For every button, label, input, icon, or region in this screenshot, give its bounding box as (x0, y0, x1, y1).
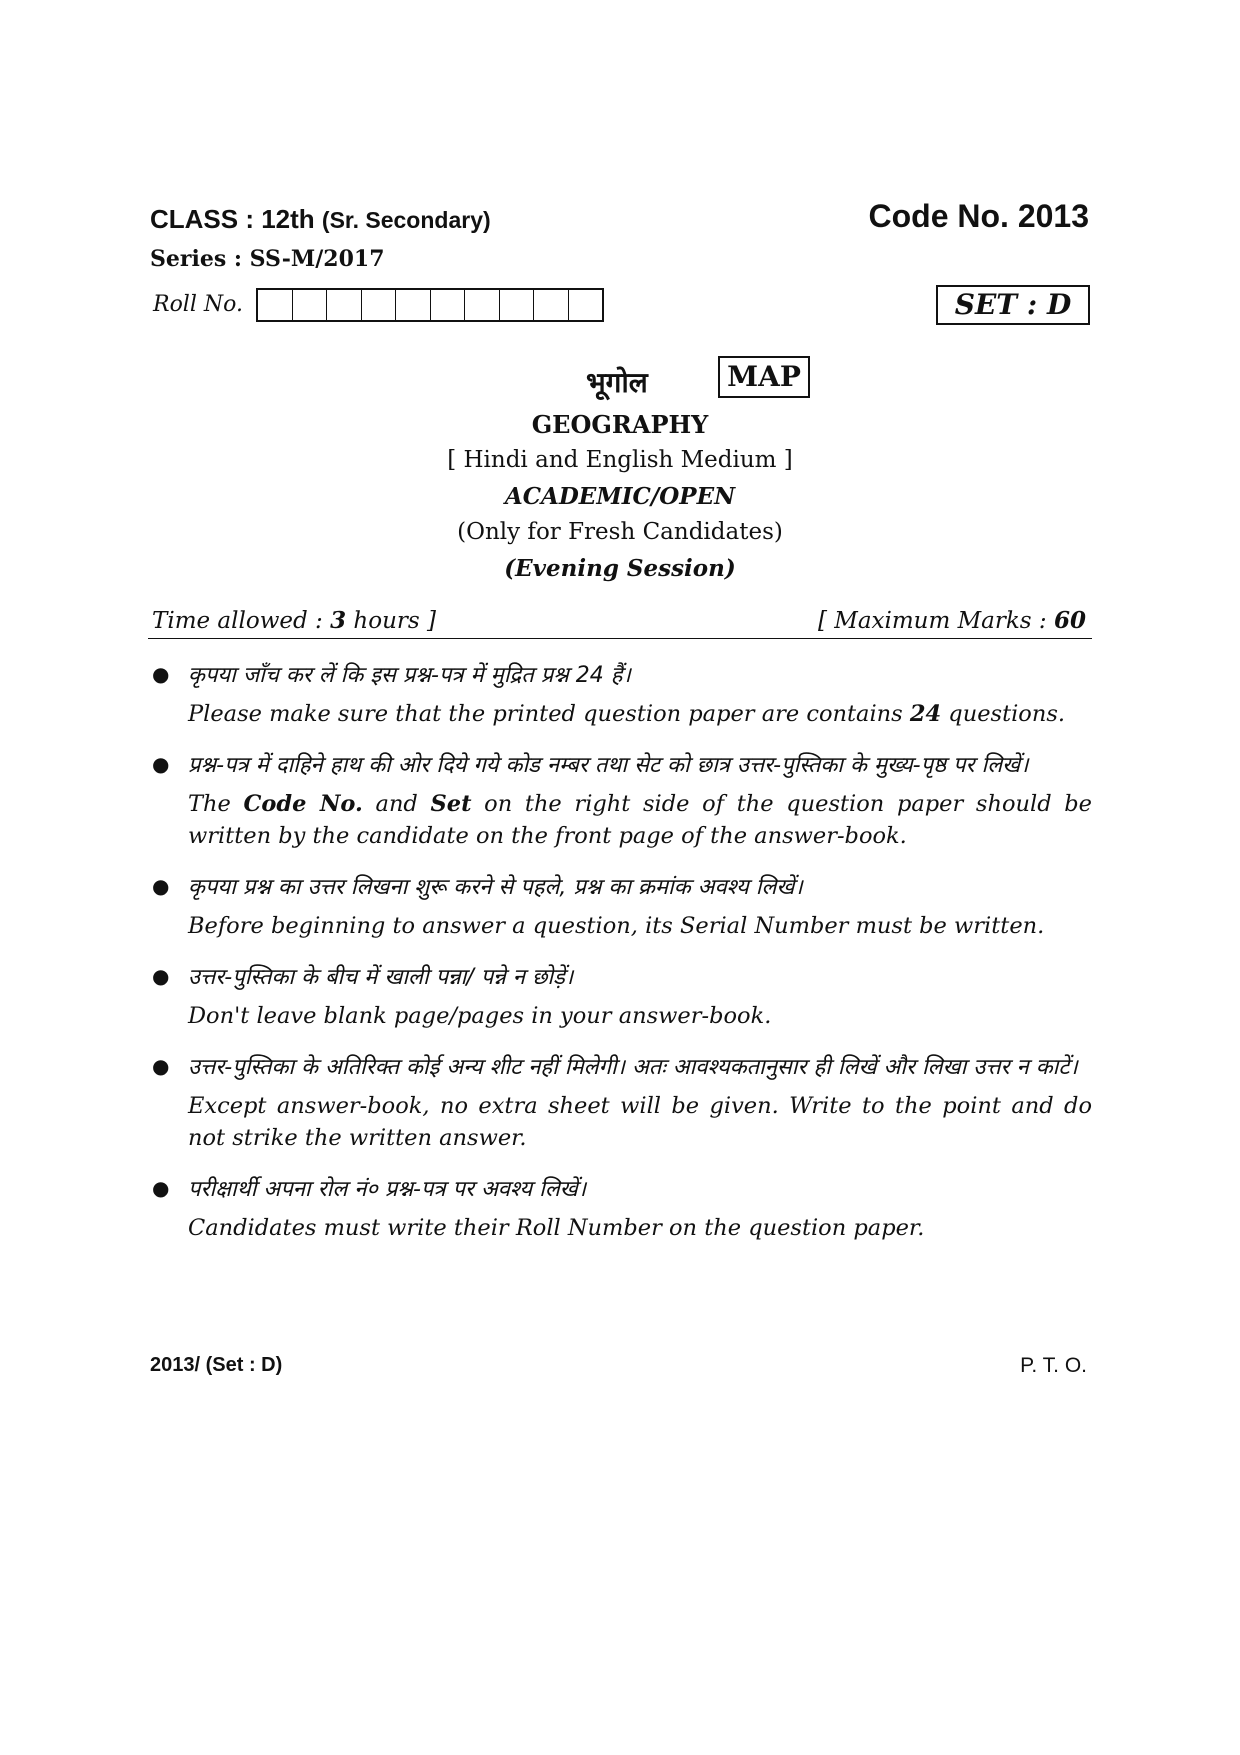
maximum-marks: [ Maximum Marks : 60 (817, 607, 1086, 634)
time-allowed: Time allowed : 3 hours ] (152, 607, 436, 634)
session-label: (Evening Session) (504, 555, 736, 582)
class-main: CLASS : 12th (150, 204, 315, 234)
instruction-hindi: प्रश्न-पत्र में दाहिने हाथ की ओर दिये गये कोड नम्बर तथा सेट को छात्र उत्तर-पुस्तिका के मुख्य-पृष्ठ पर लिखें। (188, 753, 1029, 778)
medium-label: [ Hindi and English Medium ] (447, 447, 793, 473)
list-item (150, 872, 1092, 942)
roll-number-label: Roll No. (153, 292, 243, 317)
list-item (150, 750, 1092, 852)
instructions-list (150, 660, 1092, 1264)
instruction-hindi: उत्तर-पुस्तिका के बीच में खाली पन्ना/ पन्ने न छोड़ें। (188, 965, 574, 990)
roll-box[interactable] (534, 290, 569, 320)
bullet-icon: ● (152, 662, 170, 686)
instruction-hindi: कृपया प्रश्न का उत्तर लिखना शुरू करने से पहले, प्रश्न का क्रमांक अवश्य लिखें। (188, 875, 803, 900)
roll-box[interactable] (431, 290, 466, 320)
list-item (150, 660, 1092, 730)
set-badge: SET : D (936, 285, 1090, 325)
candidates-label: (Only for Fresh Candidates) (457, 519, 783, 545)
map-badge: MAP (718, 356, 810, 398)
roll-box[interactable] (500, 290, 535, 320)
bullet-icon: ● (152, 874, 170, 898)
list-item (150, 1174, 1092, 1244)
instruction-hindi: कृपया जाँच कर लें कि इस प्रश्न-पत्र में मुद्रित प्रश्न 24 हैं। (188, 663, 631, 688)
roll-box[interactable] (293, 290, 328, 320)
roll-box[interactable] (396, 290, 431, 320)
class-label (150, 204, 491, 235)
subject-title: GEOGRAPHY (531, 410, 709, 439)
instruction-english: Except answer-book, no extra sheet will be given. Write to the point and do not strike the written answer. (188, 1093, 1092, 1151)
code-number: Code No. 2013 (868, 198, 1089, 234)
hindi-subject-title: भूगोल (586, 366, 648, 399)
instruction-english: Before beginning to answer a question, its Serial Number must be written. (188, 913, 1045, 939)
instruction-english: Please make sure that the printed question paper are contains 24 questions. (188, 701, 1066, 727)
footer-code: 2013/ (Set : D) (150, 1354, 283, 1376)
bullet-icon: ● (152, 964, 170, 988)
divider (148, 638, 1092, 639)
bullet-icon: ● (152, 1054, 170, 1078)
bullet-icon: ● (152, 752, 170, 776)
bullet-icon: ● (152, 1176, 170, 1200)
instruction-hindi: उत्तर-पुस्तिका के अतिरिक्त कोई अन्य शीट नहीं मिलेगी। अतः आवश्यकतानुसार ही लिखें और लिखा उत्तर न काटें। (188, 1055, 1078, 1080)
roll-box[interactable] (362, 290, 397, 320)
roll-box[interactable] (258, 290, 293, 320)
footer-pto: P. T. O. (1020, 1354, 1087, 1377)
instruction-hindi: परीक्षार्थी अपना रोल नं० प्रश्न-पत्र पर अवश्य लिखें। (188, 1177, 587, 1202)
list-item (150, 962, 1092, 1032)
instruction-english: Don't leave blank page/pages in your answer-book. (188, 1003, 772, 1029)
roll-box[interactable] (327, 290, 362, 320)
roll-box[interactable] (569, 290, 603, 320)
list-item (150, 1052, 1092, 1154)
stream-label: ACADEMIC/OPEN (504, 483, 736, 510)
instruction-english: The Code No. and Set on the right side of the question paper should be written by the candidate on the front page of the answer-book. (188, 791, 1092, 849)
roll-box[interactable] (465, 290, 500, 320)
class-sub: (Sr. Secondary) (321, 207, 491, 233)
roll-number-boxes[interactable] (256, 288, 604, 322)
series-label: Series : SS-M/2017 (150, 246, 385, 272)
instruction-english: Candidates must write their Roll Number on the question paper. (188, 1215, 925, 1241)
